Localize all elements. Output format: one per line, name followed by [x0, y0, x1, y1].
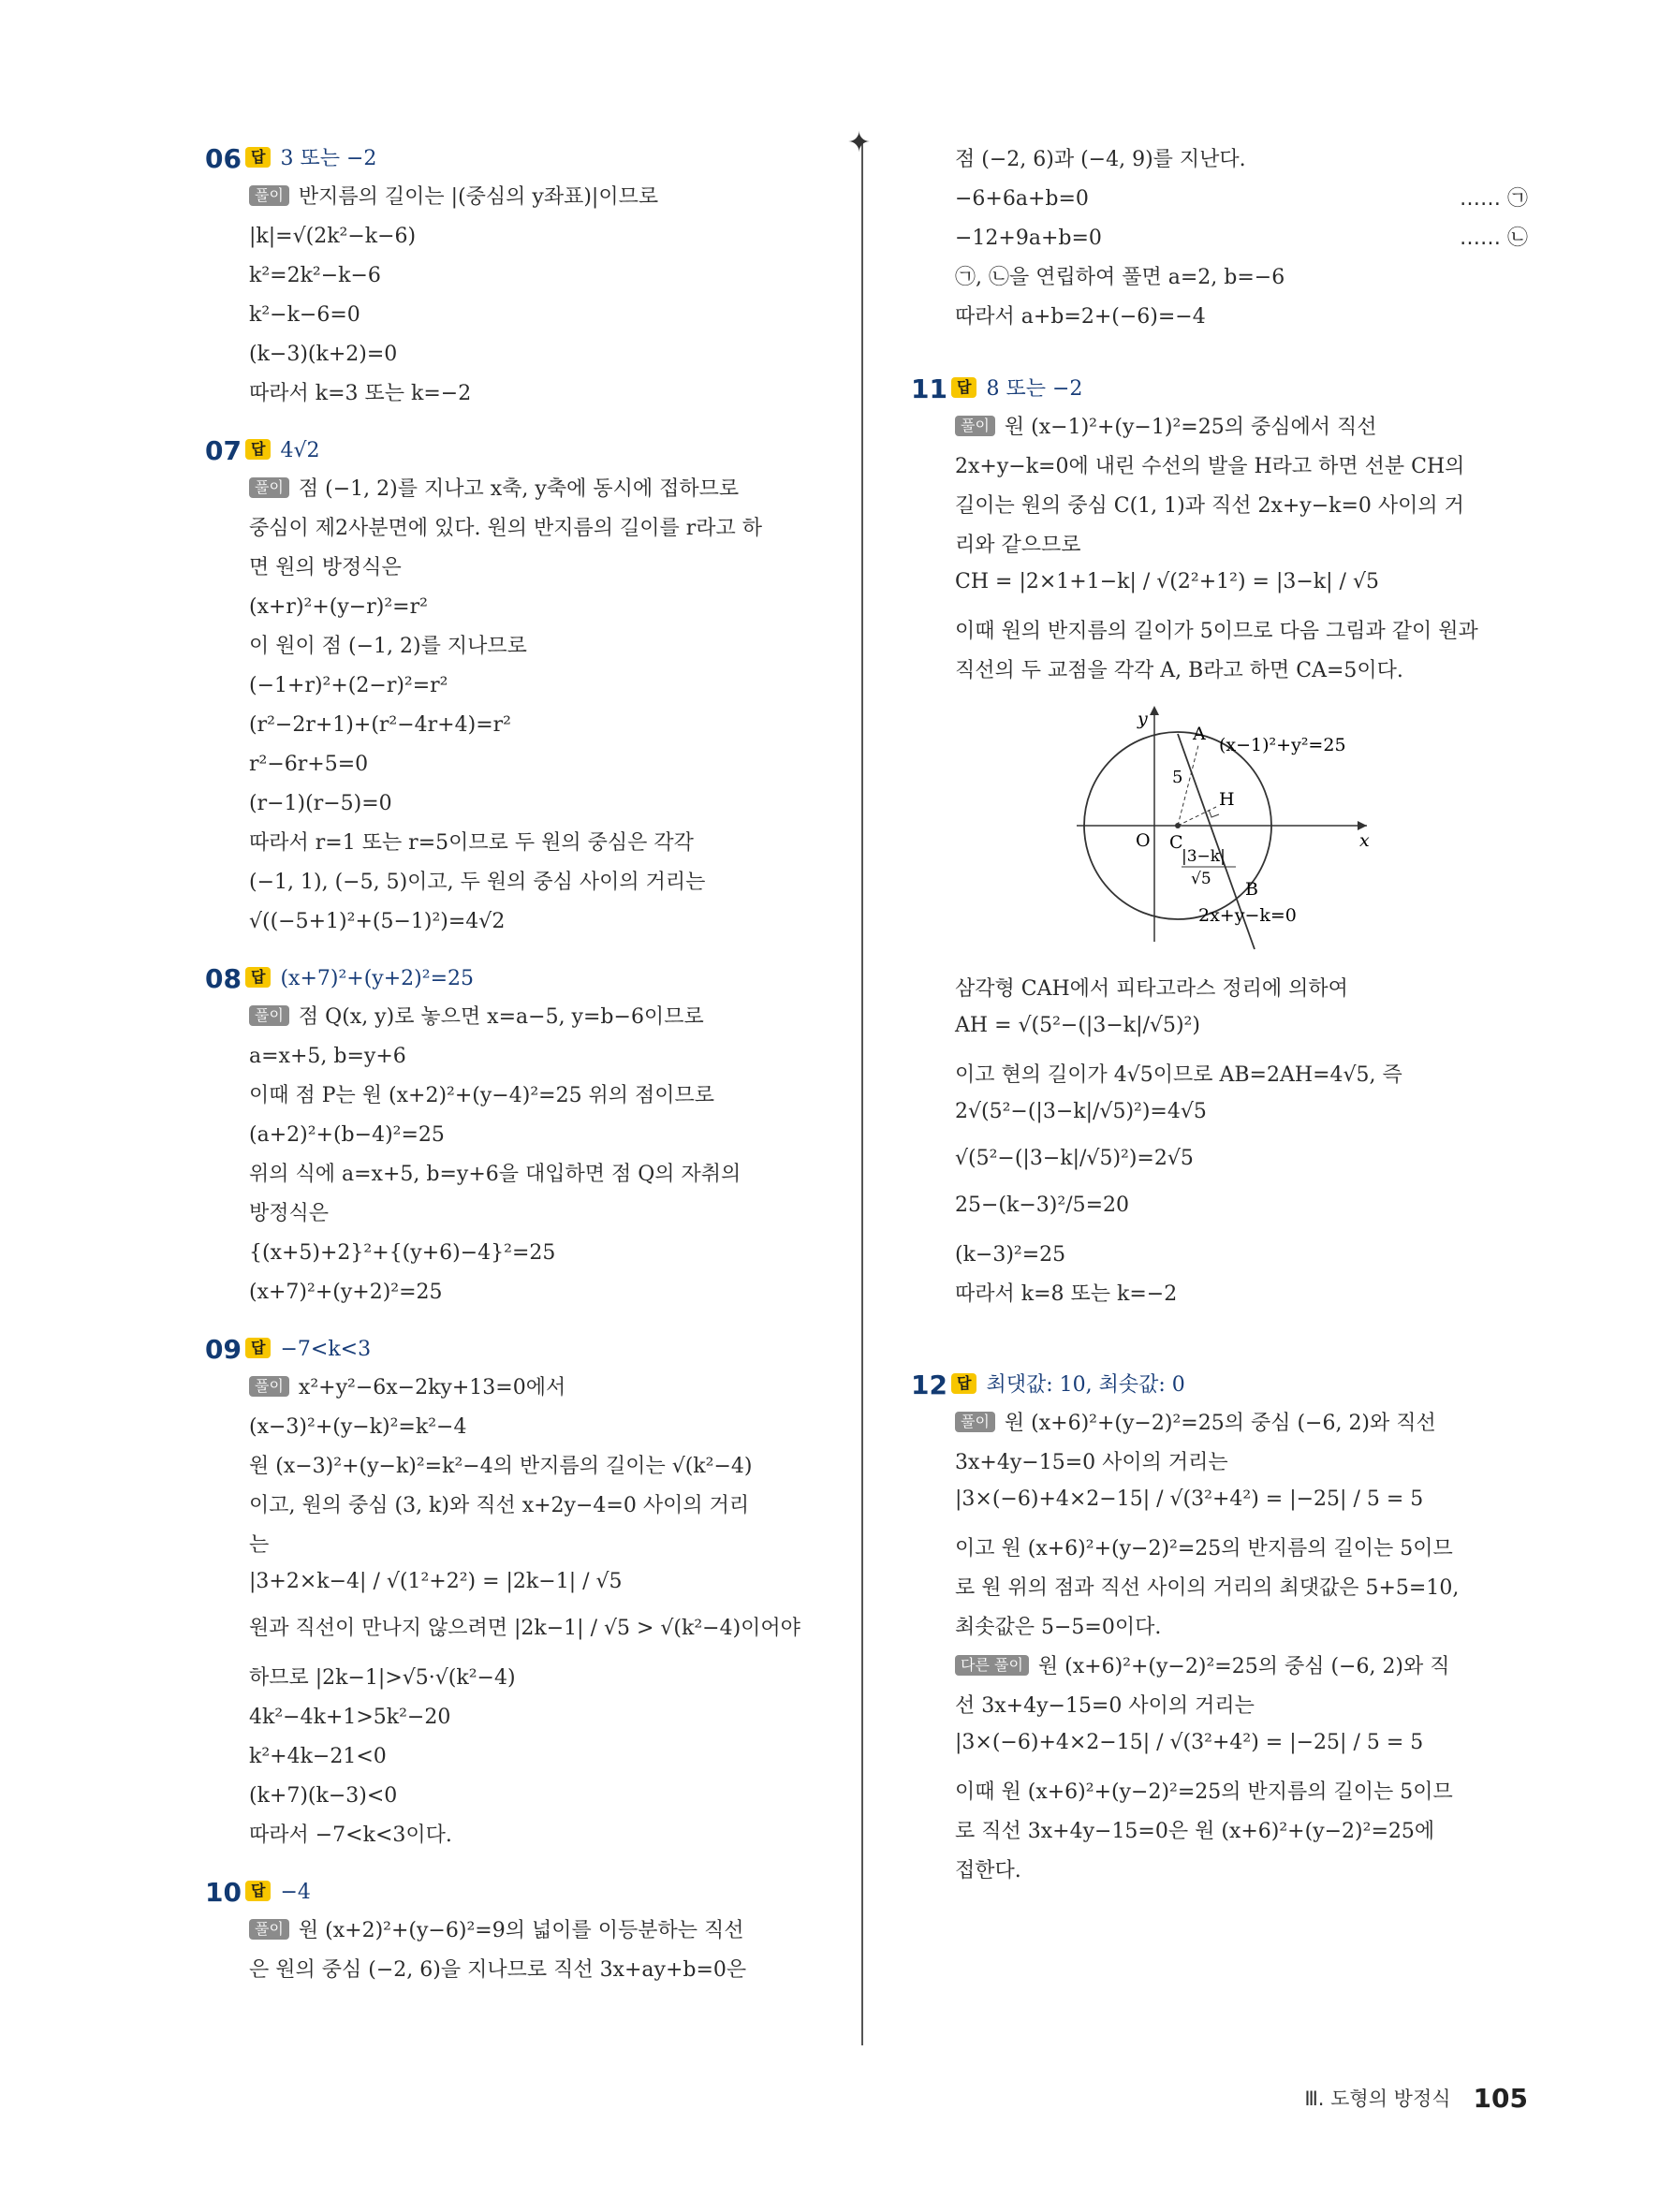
answer-row [245, 960, 816, 998]
solution-line: 3x+4y−15=0 사이의 거리는 [955, 1451, 1228, 1474]
solution-line: CH = |2×1+1−k| / √(2²+1²) = |3−k| / √5 [955, 570, 1379, 593]
equation-marker: …… ㉡ [1460, 227, 1528, 250]
solution-line: (k+7)(k−3)<0 [249, 1784, 398, 1808]
problem-number: 10 [205, 1877, 242, 1908]
answer-value: 8 또는 −2 [986, 377, 1083, 401]
solution-line: 원 (x+6)²+(y−2)²=25의 중심 (−6, 2)와 직 [1037, 1655, 1450, 1678]
problem-12 [911, 1367, 1528, 1891]
solution-line: (k−3)(k+2)=0 [249, 343, 398, 366]
right-column [911, 140, 1528, 1910]
point-b-label: B [1245, 879, 1258, 900]
solution-body [249, 998, 816, 1312]
answer-badge: 답 [245, 1881, 271, 1901]
solution-line: 원 (x−3)²+(y−k)²=k²−4의 반지름의 길이는 √(k²−4) [249, 1455, 753, 1478]
left-column [205, 140, 816, 2009]
equation: −6+6a+b=0 [955, 187, 1089, 211]
problem-06 [205, 140, 816, 414]
solution-line: 25−(k−3)²/5=20 [955, 1194, 1130, 1217]
problem-11 [911, 371, 1528, 1314]
problem-10-continued [955, 140, 1528, 337]
solution-line: 은 원의 중심 (−2, 6)을 지나므로 직선 3x+ay+b=0은 [249, 1958, 747, 1982]
solution-body [955, 1404, 1528, 1891]
solution-line: 점 (−2, 6)과 (−4, 9)를 지난다. [955, 148, 1246, 171]
solution-line: 로 원 위의 점과 직선 사이의 거리의 최댓값은 5+5=10, [955, 1576, 1460, 1600]
solution-line: (k−3)²=25 [955, 1243, 1066, 1267]
answer-value: 최댓값: 10, 최솟값: 0 [986, 1373, 1185, 1397]
solution-line: 따라서 k=8 또는 k=−2 [955, 1282, 1178, 1306]
problem-number: 06 [205, 143, 242, 174]
answer-badge: 답 [951, 377, 976, 398]
center-label: C [1169, 832, 1183, 853]
solution-line: |3×(−6)+4×2−15| / √(3²+4²) = |−25| / 5 = 5 [955, 1487, 1424, 1511]
solution-line: 면 원의 방정식은 [249, 556, 402, 579]
x-axis-arrow-icon [1358, 821, 1367, 830]
problem-number: 09 [205, 1334, 242, 1365]
solution-line: 선 3x+4y−15=0 사이의 거리는 [955, 1694, 1255, 1718]
solution-line: √(5²−(|3−k|/√5)²)=2√5 [955, 1147, 1194, 1170]
y-label: y [1138, 709, 1148, 729]
answer-value: (x+7)²+(y+2)²=25 [280, 967, 474, 990]
solution-line: |3+2×k−4| / √(1²+2²) = |2k−1| / √5 [249, 1570, 623, 1593]
spacer [955, 337, 1528, 371]
answer-badge: 답 [245, 147, 271, 168]
problem-number: 11 [911, 374, 947, 404]
solution-line: √((−5+1)²+(5−1)²)=4√2 [249, 910, 506, 933]
solution-line: {(x+5)+2}²+{(y+6)−4}²=25 [249, 1241, 556, 1265]
solution-line: 접한다. [955, 1859, 1021, 1882]
solution-line: k²=2k²−k−6 [249, 264, 381, 287]
solution-line: 직선의 두 교점을 각각 A, B라고 하면 CA=5이다. [955, 659, 1403, 682]
solution-line: 는 [249, 1533, 270, 1557]
solution-line: 위의 식에 a=x+5, b=y+6을 대입하면 점 Q의 자취의 [249, 1163, 741, 1186]
page-footer [1304, 2083, 1528, 2114]
solution-line: 길이는 원의 중심 C(1, 1)과 직선 2x+y−k=0 사이의 거 [955, 494, 1464, 518]
answer-badge: 답 [245, 439, 271, 460]
solution-line: 점 (−1, 2)를 지나고 x축, y축에 동시에 접하므로 [298, 477, 740, 501]
center-point [1175, 823, 1181, 828]
solution-line: 이고 원 (x+6)²+(y−2)²=25의 반지름의 길이는 5이므 [955, 1537, 1453, 1560]
solution-badge: 풀이 [955, 1412, 995, 1432]
answer-value: 4√2 [280, 439, 320, 462]
solution-line: 원과 직선이 만나지 않으려면 |2k−1| / √5 > √(k²−4)이어야 [249, 1617, 800, 1640]
problem-number: 07 [205, 435, 242, 466]
solution-line: k²−k−6=0 [249, 303, 360, 327]
solution-line: 원 (x−1)²+(y−1)²=25의 중심에서 직선 [1004, 416, 1377, 439]
solution-line: |k|=√(2k²−k−6) [249, 225, 417, 248]
solution-line: 원 (x+2)²+(y−6)²=9의 넓이를 이등분하는 직선 [298, 1919, 744, 1942]
solution-line: 2x+y−k=0에 내린 수선의 발을 H라고 하면 선분 CH의 [955, 455, 1465, 478]
solution-line: (−1+r)²+(2−r)²=r² [249, 674, 448, 697]
solution-badge: 풀이 [249, 185, 289, 206]
solution-line: AH = √(5²−(|3−k|/√5)²) [955, 1014, 1200, 1037]
point-h-label: H [1219, 789, 1235, 810]
answer-row [951, 1367, 1528, 1404]
solution-badge: 풀이 [249, 1919, 289, 1940]
problem-08 [205, 960, 816, 1312]
solution-body [249, 1912, 816, 1990]
solution-line: 2√(5²−(|3−k|/√5)²)=4√5 [955, 1100, 1207, 1123]
alt-solution-badge: 다른 풀이 [955, 1655, 1029, 1676]
solution-line: 따라서 r=1 또는 r=5이므로 두 원의 중심은 각각 [249, 831, 694, 855]
answer-row [245, 432, 816, 470]
solution-line: |3×(−6)+4×2−15| / √(3²+4²) = |−25| / 5 = 5 [955, 1731, 1424, 1754]
solution-line: 로 직선 3x+4y−15=0은 원 (x+6)²+(y−2)²=25에 [955, 1820, 1435, 1843]
solution-line: a=x+5, b=y+6 [249, 1045, 406, 1068]
solution-line: 따라서 a+b=2+(−6)=−4 [955, 305, 1206, 329]
ch-length-numerator: |3−k| [1182, 847, 1226, 866]
x-label: x [1359, 830, 1370, 851]
answer-row [245, 140, 816, 178]
solution-body [955, 408, 1528, 1314]
solution-line: 이때 원의 반지름의 길이가 5이므로 다음 그림과 같이 원과 [955, 620, 1478, 643]
segment-ch [1178, 807, 1216, 826]
solution-line: (r²−2r+1)+(r²−4r+4)=r² [249, 713, 511, 737]
equation-marker: …… ㉠ [1460, 187, 1528, 211]
answer-badge: 답 [245, 1338, 271, 1358]
solution-line: 따라서 −7<k<3이다. [249, 1824, 452, 1847]
solution-line [955, 219, 1528, 258]
answer-value: −7<k<3 [280, 1338, 372, 1361]
solution-line: (a+2)²+(b−4)²=25 [249, 1123, 445, 1147]
solution-line: 최솟값은 5−5=0이다. [955, 1616, 1162, 1639]
solution-line: 4k²−4k+1>5k²−20 [249, 1706, 451, 1729]
answer-badge: 답 [245, 967, 271, 988]
solution-body [249, 1369, 816, 1855]
answer-row [245, 1331, 816, 1369]
problem-number: 08 [205, 963, 242, 994]
ch-length-denominator: √5 [1191, 870, 1211, 888]
solution-line: 방정식은 [249, 1202, 330, 1225]
solution-line: 중심이 제2사분면에 있다. 원의 반지름의 길이를 r라고 하 [249, 517, 763, 540]
solution-line: 반지름의 길이는 |(중심의 y좌표)|이므로 [298, 185, 659, 209]
solution-line: 따라서 k=3 또는 k=−2 [249, 382, 472, 405]
solution-badge: 풀이 [249, 1376, 289, 1397]
solution-line: 이때 원 (x+6)²+(y−2)²=25의 반지름의 길이는 5이므 [955, 1780, 1453, 1804]
solution-line: 이고, 원의 중심 (3, k)와 직선 x+2y−4=0 사이의 거리 [249, 1494, 750, 1517]
solution-line: k²+4k−21<0 [249, 1745, 387, 1768]
problem-number: 12 [911, 1370, 947, 1400]
solution-line: 이 원이 점 (−1, 2)를 지나므로 [249, 635, 527, 658]
solution-badge: 풀이 [249, 1005, 289, 1026]
solution-line: (x−3)²+(y−k)²=k²−4 [249, 1415, 467, 1439]
solution-line: 이때 점 P는 원 (x+2)²+(y−4)²=25 위의 점이므로 [249, 1084, 715, 1107]
answer-badge: 답 [951, 1373, 976, 1394]
circle-equation-label: (x−1)²+y²=25 [1219, 735, 1346, 755]
radius-label: 5 [1172, 768, 1183, 787]
spacer [955, 1333, 1528, 1367]
solution-line: 원 (x+6)²+(y−2)²=25의 중심 (−6, 2)와 직선 [1004, 1412, 1436, 1435]
equation: −12+9a+b=0 [955, 227, 1102, 250]
origin-label: O [1136, 830, 1151, 851]
page-number: 105 [1473, 2083, 1528, 2114]
solution-body [249, 178, 816, 414]
problem-09 [205, 1331, 816, 1855]
solution-line: 점 Q(x, y)로 놓으면 x=a−5, y=b−6이므로 [298, 1005, 704, 1029]
solution-line: 이고 현의 길이가 4√5이므로 AB=2AH=4√5, 즉 [955, 1063, 1402, 1087]
solution-line: r²−6r+5=0 [249, 753, 369, 776]
solution-line: (r−1)(r−5)=0 [249, 792, 392, 815]
point-a-label: A [1193, 724, 1206, 744]
solution-line: ㉠, ㉡을 연립하여 풀면 a=2, b=−6 [955, 266, 1285, 289]
answer-row [951, 371, 1528, 408]
solution-body [249, 470, 816, 942]
solution-line [955, 180, 1528, 219]
solution-line: 삼각형 CAH에서 피타고라스 정리에 의하여 [955, 977, 1348, 1001]
solution-badge: 풀이 [955, 416, 995, 436]
divider-ornament-icon: ✦ [847, 126, 872, 159]
column-divider [861, 140, 863, 2045]
solution-line: (x+7)²+(y+2)²=25 [249, 1281, 443, 1304]
line-equation-label: 2x+y−k=0 [1198, 905, 1297, 926]
answer-row [245, 1874, 816, 1912]
solution-line: x²+y²−6x−2ky+13=0에서 [298, 1376, 566, 1399]
answer-value: −4 [280, 1881, 311, 1904]
circle-line-figure [955, 696, 1528, 959]
answer-value: 3 또는 −2 [280, 147, 377, 170]
problem-07 [205, 432, 816, 942]
right-angle-mark [1209, 810, 1219, 817]
solution-line: (−1, 1), (−5, 5)이고, 두 원의 중심 사이의 거리는 [249, 871, 706, 894]
solution-line: 하므로 |2k−1|>√5·√(k²−4) [249, 1666, 516, 1690]
solution-line: (x+r)²+(y−r)²=r² [249, 595, 428, 619]
y-axis-arrow-icon [1150, 706, 1159, 715]
chapter-title: Ⅲ. 도형의 방정식 [1304, 2087, 1451, 2110]
solution-badge: 풀이 [249, 477, 289, 498]
solution-line: 리와 같으므로 [955, 534, 1081, 557]
problem-10 [205, 1874, 816, 1990]
